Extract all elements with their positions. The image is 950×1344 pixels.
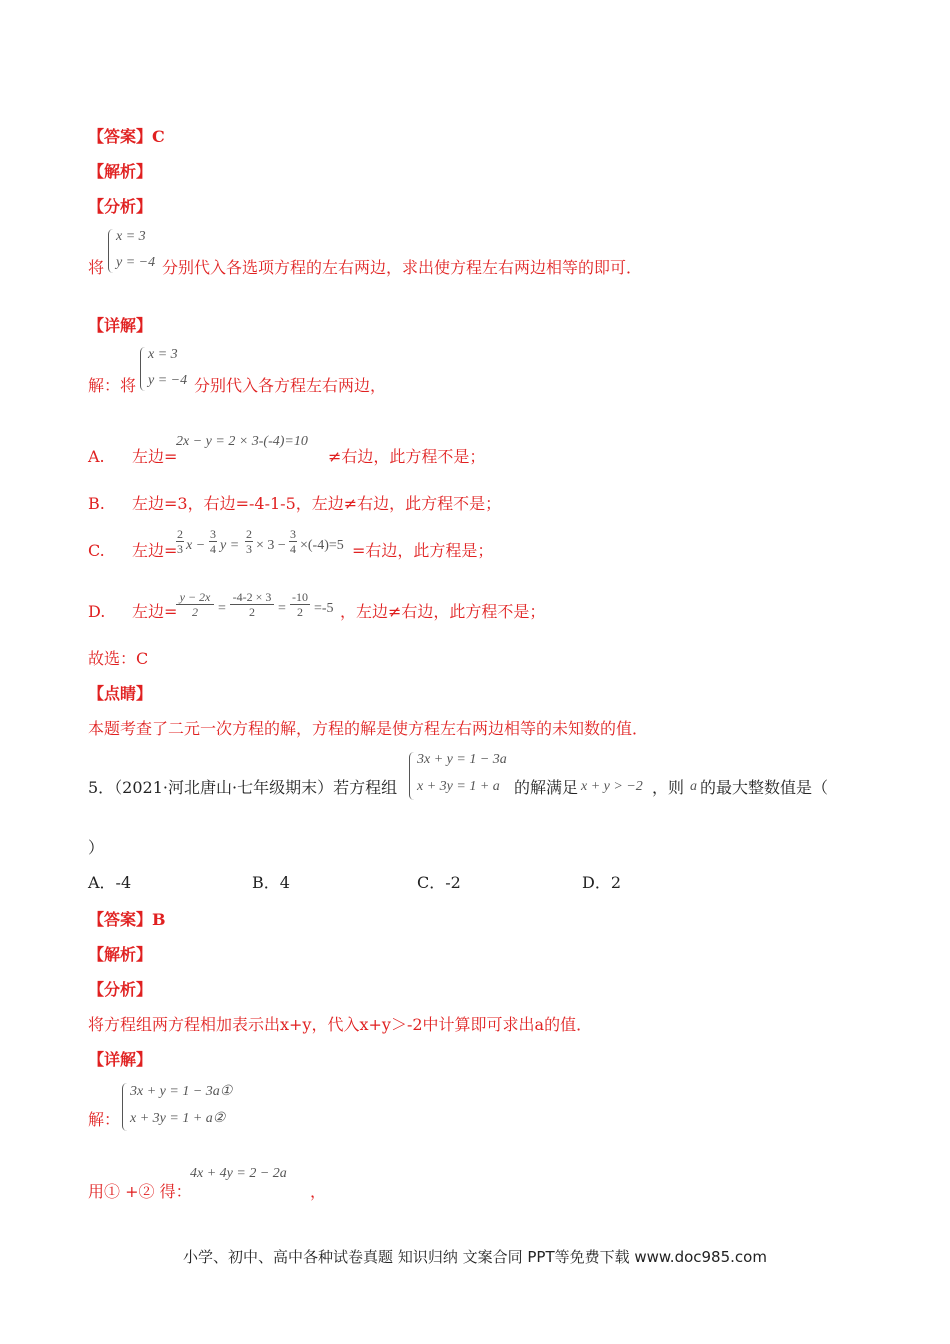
q5-var-a: a: [690, 779, 697, 794]
q5-step-expr: 4x + 4y = 2 − 2a: [190, 1166, 287, 1181]
q5-detail-eq1: 3x + y = 1 − 3a①: [130, 1084, 233, 1099]
q5-answer-tag: 【答案】B: [88, 910, 166, 929]
q5-stem-tail: 的最大整数值是（: [700, 778, 829, 797]
q5-step-tail: ，: [310, 1182, 327, 1201]
q5-option-b: B．4: [252, 873, 290, 892]
option-a-suffix: ≠右边，此方程不是；: [328, 447, 486, 466]
detail-tag: 【详解】: [88, 316, 153, 335]
option-b-text: 左边=3，右边=-4-1-5，左边≠右边，此方程不是；: [132, 494, 502, 513]
q5-eq2: x + 3y = 1 + a: [417, 779, 500, 794]
q5-condition: x + y > −2: [581, 779, 643, 794]
system-x: x = 3: [148, 347, 178, 362]
q5-detail-eq2: x + 3y = 1 + a②: [130, 1111, 226, 1126]
page-footer: 小学、初中、高中各种试卷真题 知识归纳 文案合同 PPT等免费下载 www.doc985.com: [183, 1248, 767, 1266]
fenxi-prefix: 将: [88, 258, 105, 277]
q5-option-c: C．-2: [417, 873, 461, 892]
dianjing-text: 本题考查了二元一次方程的解，方程的解是使方程左右两边相等的未知数的值．: [88, 719, 649, 738]
system-brace: [409, 752, 414, 800]
q5-step-prefix: 用① +② 得：: [88, 1182, 192, 1201]
q5-option-a: A．-4: [88, 873, 132, 892]
detail-text: 分别代入各方程左右两边，: [194, 376, 387, 395]
q5-option-d: D．2: [582, 873, 622, 892]
system-y: y = −4: [116, 255, 156, 270]
q5-detail-tag: 【详解】: [88, 1050, 153, 1069]
option-d-prefix: 左边=: [132, 602, 178, 621]
q5-stem-prefix: 5．（2021·河北唐山·七年级期末）若方程组: [88, 778, 398, 797]
option-b-letter: B.: [88, 494, 105, 513]
q5-fenxi-tag: 【分析】: [88, 980, 153, 999]
answer-tag: 【答案】C: [88, 127, 165, 146]
q5-stem-mid2: ，则: [652, 778, 685, 797]
q5-analysis-tag: 【解析】: [88, 945, 153, 964]
system-x: x = 3: [116, 229, 146, 244]
system-brace: [140, 347, 145, 391]
system-y: y = −4: [148, 373, 188, 388]
system-brace: [108, 229, 113, 273]
q5-eq1: 3x + y = 1 − 3a: [417, 752, 507, 767]
option-d-tail: ，左边≠右边，此方程不是；: [340, 602, 546, 621]
option-a-expr: 2x − y = 2 × 3-(-4)=10: [176, 434, 308, 449]
dianjing-tag: 【点睛】: [88, 684, 153, 703]
option-c-letter: C.: [88, 541, 105, 560]
analysis-tag: 【解析】: [88, 162, 153, 181]
q5-stem-mid: 的解满足: [514, 778, 579, 797]
detail-prefix: 解：将: [88, 376, 137, 395]
system-brace: [122, 1083, 127, 1131]
option-a-letter: A.: [88, 447, 105, 466]
option-d-letter: D.: [88, 602, 106, 621]
fenxi-tag: 【分析】: [88, 197, 153, 216]
option-a-prefix: 左边=: [132, 447, 178, 466]
q5-detail-prefix: 解：: [88, 1110, 121, 1129]
fenxi-text: 分别代入各选项方程的左右两边，求出使方程左右两边相等的即可．: [162, 258, 643, 277]
q5-close-paren: ）: [88, 838, 105, 857]
choose-text: 故选：C: [88, 649, 149, 668]
option-c-prefix: 左边=: [132, 541, 178, 560]
option-c-tail: =右边，此方程是；: [352, 541, 494, 560]
q5-fenxi-text: 将方程组两方程相加表示出x+y，代入x+y＞-2中计算即可求出a的值．: [88, 1015, 593, 1034]
